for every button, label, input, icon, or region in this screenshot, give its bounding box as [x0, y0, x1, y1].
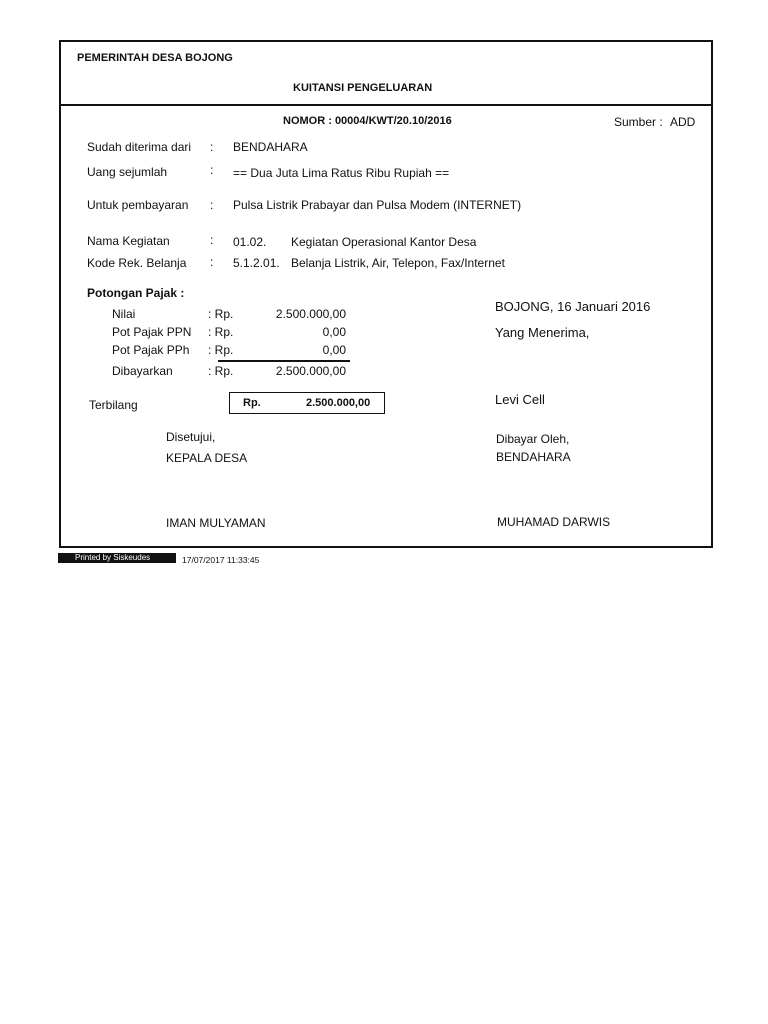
tax-line-label: Dibayarkan	[112, 364, 173, 378]
receiver-name: Levi Cell	[495, 392, 545, 407]
account-label: Kode Rek. Belanja	[87, 256, 187, 270]
activity-code: 01.02.	[233, 235, 267, 249]
print-timestamp: 17/07/2017 11:33:45	[182, 555, 260, 565]
tax-line-value: 0,00	[322, 343, 346, 357]
tax-line-sep: : Rp.	[208, 307, 234, 321]
tax-line-value: 2.500.000,00	[275, 364, 346, 378]
received-from-value: BENDAHARA	[233, 140, 308, 154]
spelled-label: Terbilang	[89, 398, 138, 412]
amount-label: Uang sejumlah	[87, 165, 168, 179]
received-from-sep: :	[210, 140, 214, 154]
tax-line-sep: : Rp.	[208, 325, 234, 339]
source-value: ADD	[670, 115, 696, 129]
payment-for-sep: :	[210, 198, 214, 212]
activity-sep: :	[210, 233, 214, 247]
tax-line-sep: : Rp.	[208, 364, 234, 378]
document-title: KUITANSI PENGELUARAN	[293, 82, 433, 94]
total-currency: Rp.	[243, 397, 261, 409]
payment-for-label: Untuk pembayaran	[87, 198, 189, 212]
account-sep: :	[210, 255, 214, 269]
approved-label: Disetujui,	[166, 430, 216, 444]
amount-words: == Dua Juta Lima Ratus Ribu Rupiah ==	[233, 166, 450, 180]
approver-name: IMAN MULYAMAN	[166, 516, 266, 530]
tax-line-value: 0,00	[322, 325, 346, 339]
account-value: Belanja Listrik, Air, Telepon, Fax/Internet	[291, 256, 505, 270]
source-label: Sumber :	[614, 115, 663, 129]
paid-by-role: BENDAHARA	[496, 450, 571, 464]
approver-role: KEPALA DESA	[166, 451, 248, 465]
received-from-label: Sudah diterima dari	[87, 140, 192, 154]
tax-line-label: Pot Pajak PPN	[112, 325, 192, 339]
tax-heading: Potongan Pajak :	[87, 286, 185, 300]
sum-rule	[218, 360, 350, 362]
tax-line-label: Pot Pajak PPh	[112, 343, 190, 357]
activity-value: Kegiatan Operasional Kantor Desa	[291, 235, 477, 249]
printed-by-tag: Printed by Siskeudes	[58, 553, 176, 563]
tax-line-value: 2.500.000,00	[275, 307, 346, 321]
total-value: 2.500.000,00	[306, 397, 371, 409]
tax-line-sep: : Rp.	[208, 343, 234, 357]
receipt-number: NOMOR : 00004/KWT/20.10/2016	[283, 115, 452, 127]
tax-line-label: Nilai	[112, 307, 136, 321]
paid-by-name: MUHAMAD DARWIS	[497, 515, 611, 529]
activity-label: Nama Kegiatan	[87, 234, 170, 248]
office-name: PEMERINTAH DESA BOJONG	[77, 52, 233, 64]
amount-sep: :	[210, 163, 214, 177]
paid-by-label: Dibayar Oleh,	[496, 432, 570, 446]
receiver-label: Yang Menerima,	[495, 325, 590, 340]
header-divider	[59, 104, 713, 106]
place-date: BOJONG, 16 Januari 2016	[495, 299, 651, 314]
account-code: 5.1.2.01.	[233, 256, 280, 270]
payment-for-value: Pulsa Listrik Prabayar dan Pulsa Modem (INTERNET)	[233, 198, 522, 212]
